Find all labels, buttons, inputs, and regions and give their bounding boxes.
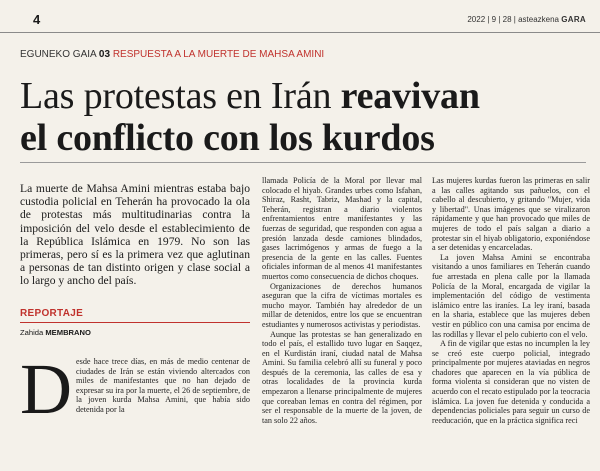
headline-light: Las protestas en Irán xyxy=(20,75,332,117)
kicker xyxy=(20,49,324,60)
section-label: REPORTAJE xyxy=(20,308,84,319)
col3-paragraph-1: Las mujeres kurdas fueron las primeras en salir a las calles agitando sus pañuelos, con el cabello al descubierto, y gritando "Mujer, vida y libertad". Unas imágenes que se viralizaron rápidamente y que han provocado que miles de mujeres de todo el país salgan a diario a protestar sin el hiyab obligatorio, exponiéndose a ser detenidas y encarceladas. xyxy=(432,176,590,253)
col2-paragraph-1: llamada Policía de la Moral por llevar mal colocado el hiyab. Grandes urbes como Isfahan, Shiraz, Rasht, Tabriz, Mashad y la capital, Teherán, registran a diario violentos enfrentamientos entre manifestantes y las fuerzas de seguridad, que responden con agua a presión lanzada desde camiones blindados, gases lacrimógenos y armas de fuego a la presencia de la gente en las calles. Fuentes oficiales informan de al menos 41 manifestantes muertos como consecuencia de dichos choques. xyxy=(262,176,422,281)
kicker-number: 03 xyxy=(98,49,111,60)
dateline xyxy=(467,15,586,24)
col3-paragraph-3: A fin de vigilar que estas no incumplen la ley se creó este cuerpo policial, integrado principalmente por mujeres ataviadas en negros chadores que aparecen en la vía pública de forma violenta si consideran que no visten de acuerdo con el recato estipulado por la teocracia islámica. La joven fue detenida y conducida a dependencias policiales para seguir un curso de reeducación, que en la práctica significa reci xyxy=(432,339,590,425)
body-column-1 xyxy=(20,349,250,429)
body-column-2 xyxy=(262,176,422,425)
col3-paragraph-2: La joven Mahsa Amini se encontraba visitando a unos familiares en Teherán cuando fue arrestada en plena calle por la llamada Policía de la Moral, encargada de vigilar la implementación del código de vestimenta islámico entre las iraníes. La ley iraní, basada en la sharia, establece que las mujeres deben vestir en público con una camisa por encima de las rodillas y llevar el pelo cubierto con el velo. xyxy=(432,252,590,339)
issue-date: 2022 | 9 | 28 | asteazkena xyxy=(467,15,559,24)
headline-bold-2: el conflicto con los kurdos xyxy=(20,117,435,159)
headline-bold-1: reavivan xyxy=(340,75,480,117)
col1-text: esde hace trece días, en más de medio centenar de ciudades de Irán se están viviendo altercados con miles de manifestantes que no han dejado de expresar su ira por la muerte, el 26 de septiembre, de la joven kurda Mahsa Amini, que había sido detenida por la xyxy=(76,357,250,414)
byline-last: MEMBRANO xyxy=(45,328,91,337)
body-column-3 xyxy=(432,176,590,425)
col2-paragraph-2: Organizaciones de derechos humanos aseguran que la cifra de víctimas mortales es mucho mayor. También hay alrededor de un millar de detenidos, entre los que se encuentran estudiantes y numerosos activistas y periodistas. xyxy=(262,281,422,329)
headline xyxy=(20,75,590,159)
kicker-topic: RESPUESTA A LA MUERTE DE MAHSA AMINI xyxy=(112,49,325,60)
brand-name: GARA xyxy=(561,15,586,24)
drop-cap: D xyxy=(20,349,72,429)
lede-paragraph: La muerte de Mahsa Amini mientras estaba bajo custodia policial en Teherán ha provocado la ola de protestas más multitudinarias contra la imposición del velo desde el establecimiento de la República Islámica en 1979. No son las primeras, pero sí es la primera vez que aglutinan a personas de tan distinto origen y clase social a lo largo y ancho del país. xyxy=(20,182,250,288)
col2-paragraph-3: Aunque las protestas se han generalizado en todo el país, el estallido tuvo lugar en Saqqez, en el Kurdistán iraní, ciudad natal de Mahsa Amini. Su familia celebró allí su funeral y poco después de la ceremonia, las calles de esa y otras localidades de la provincia kurda empezaron a llenarse principalmente de mujeres que coreaban lemas en contra del régimen, por ser el responsable de la muerte de la joven, de tan solo 22 años. xyxy=(262,329,422,425)
section-rule xyxy=(20,322,250,323)
kicker-section: EGUNEKO GAIA xyxy=(20,49,97,60)
byline-first: Zahida xyxy=(20,328,44,337)
page-number: 4 xyxy=(33,12,41,27)
byline xyxy=(20,328,91,337)
headline-rule xyxy=(20,162,586,163)
header-rule xyxy=(0,32,600,33)
